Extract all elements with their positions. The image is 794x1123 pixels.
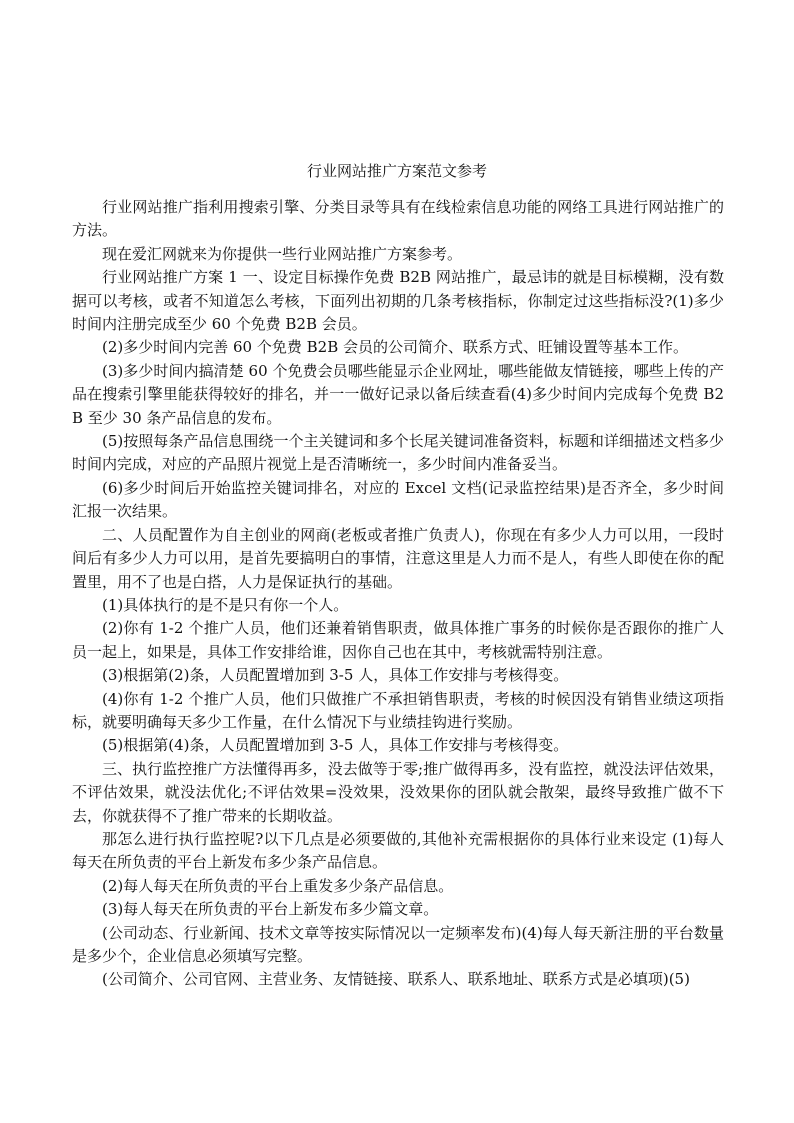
paragraph: (公司动态、行业新闻、技术文章等按实际情况以一定频率发布)(4)每人每天新注册的平台数量是多少个，企业信息必须填写完整。 (72, 923, 724, 965)
paragraph: 现在爱汇网就来为你提供一些行业网站推广方案参考。 (102, 244, 463, 263)
paragraph: (5)根据第(4)条，人员配置增加到 3-5 人，具体工作安排与考核得变。 (102, 736, 569, 755)
paragraph: (2)每人每天在所负责的平台上重发多少条产品信息。 (102, 876, 454, 895)
paragraph: (公司简介、公司官网、主营业务、友情链接、联系人、联系地址、联系方式是必填项)(5) (102, 970, 690, 989)
paragraph: 行业网站推广指利用搜索引擎、分类目录等具有在线检索信息功能的网络工具进行网站推广的方法。 (72, 198, 724, 240)
paragraph: (1)具体执行的是不是只有你一个人。 (102, 595, 349, 614)
paragraph: 三、执行监控推广方法懂得再多，没去做等于零;推广做得再多，没有监控，就没法评估效果，不评估效果，就没法优化;不评估效果=没效果，没效果你的团队就会散架，最终导致推广做不下去，你就获得不了推广带来的长期收益。 (72, 759, 724, 825)
paragraph: (6)多少时间后开始监控关键词排名，对应的 Excel 文档(记录监控结果)是否齐全，多少时间汇报一次结果。 (72, 478, 724, 521)
paragraph: (3)多少时间内搞清楚 60 个免费会员哪些能显示企业网址，哪些能做友情链接，哪些上传的产品在搜索引擎里能获得较好的排名，并一一做好记录以备后续查看(4)多少时间内完成每个免费 B2B 至少 30 条产品信息的发布。 (72, 361, 724, 427)
paragraph: 那怎么进行执行监控呢?以下几点是必须要做的,其他补充需根据你的具体行业来设定 (1)每人每天在所负责的平台上新发布多少条产品信息。 (72, 829, 724, 872)
document-body (72, 196, 724, 992)
paragraph: (5)按照每条产品信息围绕一个主关键词和多个长尾关键词准备资料，标题和详细描述文档多少时间内完成，对应的产品照片视觉上是否清晰统一，多少时间内准备妥当。 (72, 432, 724, 474)
paragraph: 二、人员配置作为自主创业的网商(老板或者推广负责人)，你现在有多少人力可以用，一段时间后有多少人力可以用，是首先要搞明白的事情，注意这里是人力而不是人，有些人即使在你的配置里，用不了也是白搭，人力是保证执行的基础。 (72, 525, 724, 591)
paragraph: (3)根据第(2)条，人员配置增加到 3-5 人，具体工作安排与考核得变。 (102, 666, 569, 685)
paragraph: (2)你有 1-2 个推广人员，他们还兼着销售职责，做具体推广事务的时候你是否跟你的推广人员一起上，如果是，具体工作安排给谁，因你自己也在其中，考核就需特别注意。 (72, 619, 724, 661)
document-title: 行业网站推广方案范文参考 (306, 162, 487, 180)
paragraph: (3)每人每天在所负责的平台上新发布多少篇文章。 (102, 900, 439, 919)
paragraph: (2)多少时间内完善 60 个免费 B2B 会员的公司简介、联系方式、旺铺设置等基本工作。 (102, 338, 688, 357)
paragraph: (4)你有 1-2 个推广人员，他们只做推广不承担销售职责，考核的时候因没有销售业绩这项指标，就要明确每天多少工作量，在什么情况下与业绩挂钩进行奖励。 (72, 689, 724, 731)
paragraph: 行业网站推广方案 1 一、设定目标操作免费 B2B 网站推广，最忌讳的就是目标模糊，没有数据可以考核，或者不知道怎么考核，下面列出初期的几条考核指标，你制定过这些指标没?(1)多少时间内注册完成至少 60 个免费 B2B 会员。 (72, 268, 724, 334)
